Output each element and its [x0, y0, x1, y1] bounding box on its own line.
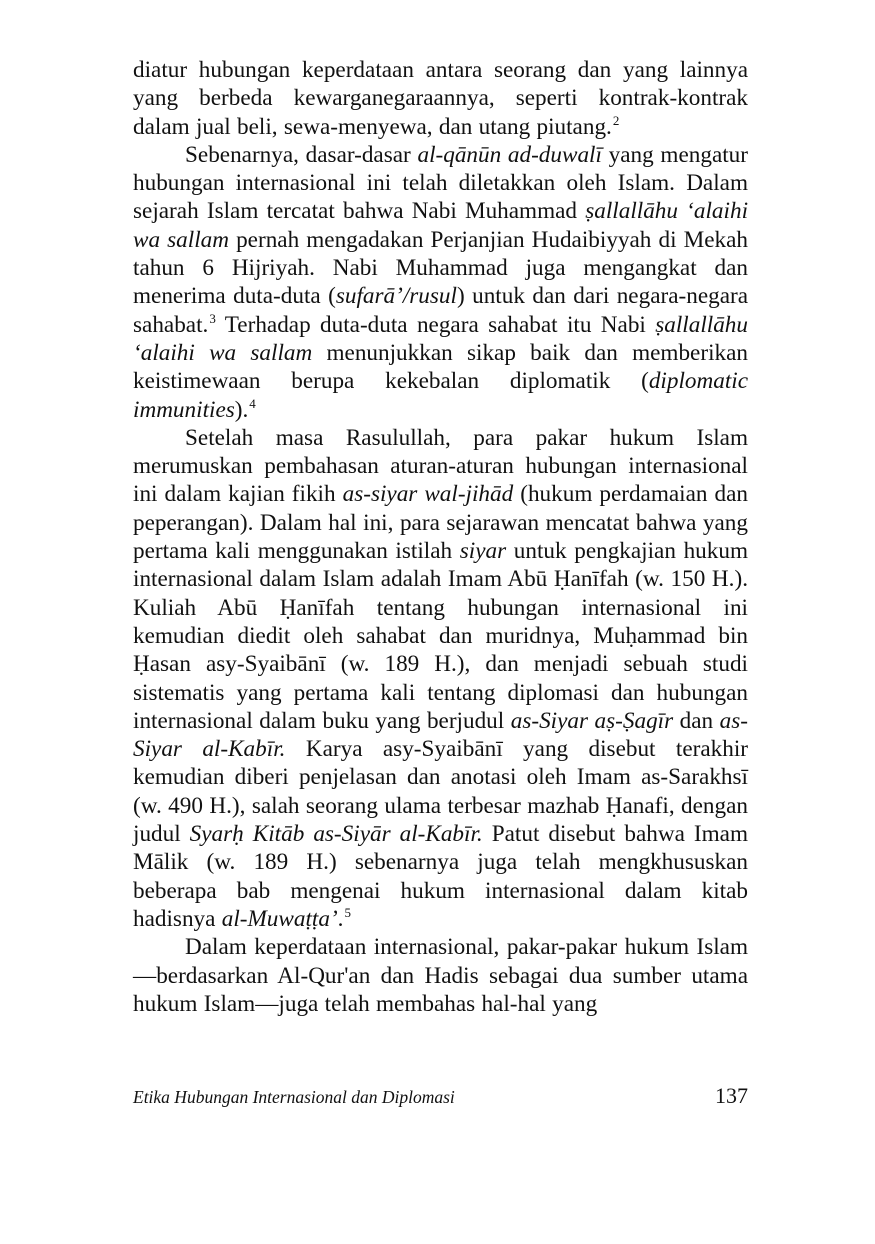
page-footer [133, 1083, 748, 1113]
paragraph-text: Dalam keperdataan internasional, pakar-pakar hukum Islam—berdasarkan Al-Qur'an dan Hadis sebagai dua sumber utama hukum Islam—juga telah membahas hal-hal yang [133, 934, 748, 1017]
footnote-marker[interactable]: 2 [612, 112, 620, 128]
italic-book-title: al-Muwaṭṭa’ [221, 905, 338, 932]
paragraph-3 [133, 424, 748, 933]
italic-book-title: Syarḥ Kitāb as-Siyār al-Kabīr. [189, 821, 483, 848]
paragraph-text: Sebenarnya, dasar-dasar [185, 141, 418, 168]
italic-term: sufarā’/rusul [335, 283, 457, 310]
italic-term: siyar [459, 538, 507, 565]
italic-book-title: as-Siyar aṣ-Ṣagīr [510, 707, 674, 734]
italic-book-title: as-Siyar al-Kabīr. [133, 707, 749, 763]
paragraph-text: untuk pengkajian hukum internasional dalam Islam adalah Imam Abū Ḥanīfah (w. 150 H.). Kuliah Abū Ḥanīfah tentang hubungan internasional ini kemudian diedit oleh sahabat dan muridnya, Muḥammad bin Ḥasan asy-Syaibānī (w. 189 H.), dan menjadi sebuah studi sistematis yang pertama kali tentang diplomasi dan hubungan internasional dalam buku yang berjudul [133, 538, 748, 734]
paragraph-text: (hukum perdamaian dan peperangan). Dalam hal ini, para sejarawan mencatat bahwa yang pertama kali menggunakan istilah [133, 481, 748, 565]
paragraph-text: ) untuk dan dari negara-negara sahabat. [133, 283, 749, 338]
italic-term: as-siyar wal-jihād [342, 481, 514, 508]
italic-term: ṣallallāhu ‘alaihi wa sallam [133, 198, 749, 253]
paragraph-text: Terhadap duta-duta negara sahabat itu Nabi [215, 311, 656, 338]
paragraph-2 [133, 141, 748, 424]
paragraph-text: ). [234, 396, 249, 423]
paragraph-4 [133, 933, 748, 1018]
paragraph-text: Patut disebut bahwa Imam Mālik (w. 189 H.) sebenarnya juga telah mengkhususkan beberapa bab mengenai hukum internasional dalam kitab hadisnya [133, 821, 748, 932]
running-footer-title: Etika Hubungan Internasional dan Diplomasi [133, 1087, 455, 1107]
paragraph-text: yang mengatur hubungan internasional ini telah diletakkan oleh Islam. Dalam sejarah Islam tercatat bahwa Nabi Muhammad [133, 141, 748, 225]
paragraph-text: . [337, 905, 344, 932]
paragraph-text: diatur hubungan keperdataan antara seorang dan yang lainnya yang berbeda kewarganegaraannya, seperti kontrak-kontrak dalam jual beli, sewa-menyewa, dan utang piutang. [133, 57, 748, 140]
footnote-marker[interactable]: 4 [249, 395, 256, 411]
paragraph-text: Setelah masa Rasulullah, para pakar hukum Islam merumuskan pembahasan aturan-aturan hubungan internasional ini dalam kajian fikih [133, 424, 748, 508]
italic-term: al-qānūn ad-duwalī [417, 141, 602, 168]
paragraph-text: dan [673, 707, 720, 734]
paragraph-1 [133, 56, 748, 141]
italic-term: ṣallallāhu ‘alaihi wa sallam [133, 311, 748, 366]
italic-term: diplomatic immunities [133, 368, 748, 423]
paragraph-text: menunjukkan sikap baik dan memberikan keistimewaan berupa kekebalan diplomatik ( [133, 339, 748, 395]
paragraph-text: pernah mengadakan Perjanjian Hudaibiyyah di Mekah tahun 6 Hijriyah. Nabi Muhammad juga mengangkat dan menerima duta-duta ( [133, 226, 749, 310]
footnote-marker[interactable]: 3 [209, 310, 216, 326]
paragraph-text: Karya asy-Syaibānī yang disebut terakhir kemudian diberi penjelasan dan anotasi oleh Imam as-Sarakhsī (w. 490 H.), salah seorang ulama terbesar mazhab Ḥanafi, dengan judul [133, 736, 748, 848]
footnote-marker[interactable]: 5 [344, 904, 351, 920]
page-number: 137 [715, 1083, 748, 1108]
page-body [133, 56, 748, 1018]
